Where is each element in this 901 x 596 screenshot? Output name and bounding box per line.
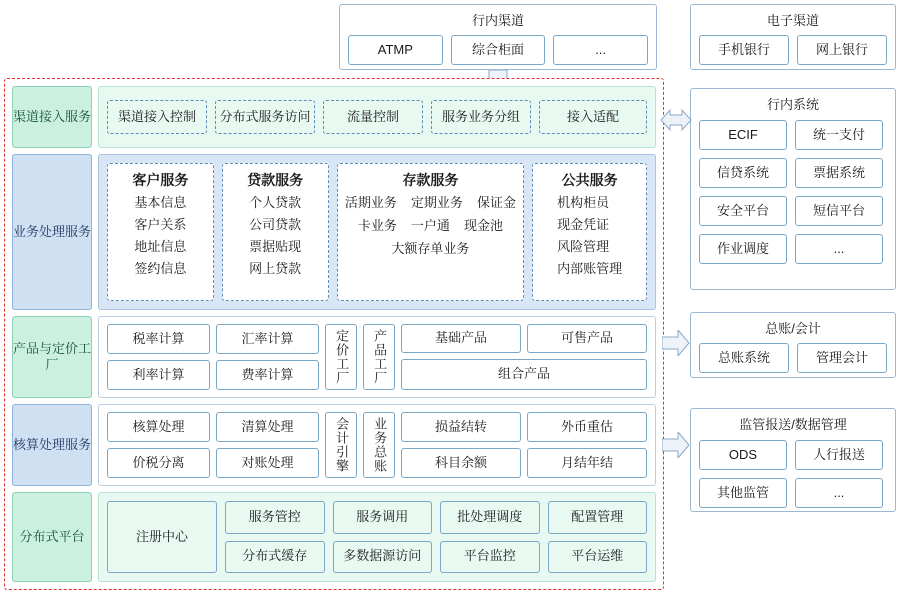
arrow-right-regulatory — [662, 432, 690, 458]
group-regulatory — [690, 408, 896, 512]
cell-month-year-end[interactable]: 月结年结 — [527, 448, 647, 478]
system-item-job-scheduler[interactable]: 作业调度 — [699, 234, 787, 264]
group-in-bank-system — [690, 88, 896, 290]
system-item-unified-payment[interactable]: 统一支付 — [795, 120, 883, 150]
service-card-public[interactable] — [532, 163, 647, 301]
group-e-channel — [690, 4, 896, 70]
row-band-accounting-processing — [98, 404, 656, 486]
regulatory-item-other[interactable]: 其他监管 — [699, 478, 787, 508]
cell-service-governance[interactable]: 服务管控 — [225, 501, 325, 534]
cell-distributed-service-access[interactable]: 分布式服务访问 — [215, 100, 315, 134]
system-item-more[interactable]: ... — [795, 234, 883, 264]
arrow-bidirectional-in-bank-system — [660, 108, 692, 132]
cell-fx-revaluation[interactable]: 外币重估 — [527, 412, 647, 442]
cell-account-balance[interactable]: 科目余额 — [401, 448, 521, 478]
channel-item-atmp[interactable]: ATMP — [348, 35, 443, 65]
cell-profit-loss-carryover[interactable]: 损益结转 — [401, 412, 521, 442]
cell-register-center[interactable]: 注册中心 — [107, 501, 217, 573]
system-item-bill[interactable]: 票据系统 — [795, 158, 883, 188]
regulatory-item-pboc-report[interactable]: 人行报送 — [795, 440, 883, 470]
cell-multi-datasource-access[interactable]: 多数据源访问 — [333, 541, 433, 574]
ledger-item-general-ledger[interactable]: 总账系统 — [699, 343, 789, 373]
group-title-ledger: 总账/会计 — [765, 321, 821, 336]
group-title-e-channel: 电子渠道 — [766, 13, 819, 28]
group-title-in-bank-system: 行内系统 — [766, 97, 819, 112]
system-item-credit[interactable]: 信贷系统 — [699, 158, 787, 188]
cell-exchange-rate-calc[interactable]: 汇率计算 — [216, 324, 319, 354]
service-card-customer[interactable] — [107, 163, 214, 301]
channel-item-mobile-bank[interactable]: 手机银行 — [699, 35, 789, 65]
cell-channel-access-control[interactable]: 渠道接入控制 — [107, 100, 207, 134]
cell-access-adaptation[interactable]: 接入适配 — [539, 100, 647, 134]
cell-batch-scheduling[interactable]: 批处理调度 — [440, 501, 540, 534]
service-title-customer: 客户服务 — [132, 172, 189, 188]
cell-sellable-product[interactable]: 可售产品 — [527, 324, 647, 353]
service-items-customer: 基本信息 客户关系 地址信息 签约信息 — [134, 195, 187, 276]
cell-combined-product[interactable]: 组合产品 — [401, 359, 647, 390]
e-channel-items — [691, 29, 895, 73]
service-title-public: 公共服务 — [561, 172, 618, 188]
system-item-security-platform[interactable]: 安全平台 — [699, 196, 787, 226]
ledger-items — [691, 337, 895, 381]
cell-product-factory[interactable]: 产品工厂 — [363, 324, 395, 390]
service-items-loan: 个人贷款 公司贷款 票据贴现 网上贷款 — [249, 195, 302, 276]
cell-pricing-factory[interactable]: 定价工厂 — [325, 324, 357, 390]
arrow-right-ledger — [662, 330, 690, 356]
row-label-distributed-platform: 分布式平台 — [12, 492, 92, 582]
row-band-business-processing — [98, 154, 656, 310]
group-in-bank-channel — [339, 4, 657, 70]
group-title-in-bank-channel: 行内渠道 — [471, 13, 524, 28]
channel-item-online-bank[interactable]: 网上银行 — [797, 35, 887, 65]
cell-platform-ops[interactable]: 平台运维 — [548, 541, 648, 574]
cell-service-invocation[interactable]: 服务调用 — [333, 501, 433, 534]
cell-interest-rate-calc[interactable]: 利率计算 — [107, 360, 210, 390]
cell-platform-monitor[interactable]: 平台监控 — [440, 541, 540, 574]
row-label-business-processing: 业务处理服务 — [12, 154, 92, 310]
cell-accounting-engine[interactable]: 会计引擎 — [325, 412, 357, 478]
cell-price-tax-separation[interactable]: 价税分离 — [107, 448, 210, 478]
cell-flow-control[interactable]: 流量控制 — [323, 100, 423, 134]
group-ledger — [690, 312, 896, 378]
cell-business-ledger[interactable]: 业务总账 — [363, 412, 395, 478]
row-label-channel-access: 渠道接入服务 — [12, 86, 92, 148]
row-band-product-pricing — [98, 316, 656, 398]
cell-distributed-cache[interactable]: 分布式缓存 — [225, 541, 325, 574]
service-card-loan[interactable] — [222, 163, 329, 301]
cell-service-business-group[interactable]: 服务业务分组 — [431, 100, 531, 134]
cell-tax-rate-calc[interactable]: 税率计算 — [107, 324, 210, 354]
group-title-regulatory: 监管报送/数据管理 — [739, 417, 847, 432]
service-title-deposit: 存款服务 — [402, 172, 459, 188]
in-bank-channel-items — [340, 29, 656, 73]
cell-settlement-process[interactable]: 清算处理 — [216, 412, 319, 442]
service-title-loan: 贷款服务 — [247, 172, 304, 188]
system-item-ecif[interactable]: ECIF — [699, 120, 787, 150]
cell-fee-rate-calc[interactable]: 费率计算 — [216, 360, 319, 390]
service-items-public: 机构柜员 现金凭证 风险管理 内部账管理 — [557, 195, 623, 276]
row-band-distributed-platform — [98, 492, 656, 582]
ledger-item-management-accounting[interactable]: 管理会计 — [797, 343, 887, 373]
row-label-accounting-processing: 核算处理服务 — [12, 404, 92, 486]
row-label-product-pricing: 产品与定价工厂 — [12, 316, 92, 398]
cell-basic-product[interactable]: 基础产品 — [401, 324, 521, 353]
cell-config-management[interactable]: 配置管理 — [548, 501, 648, 534]
service-items-deposit: 活期业务 定期业务 保证金 卡业务 一户通 现金池 大额存单业务 — [344, 195, 516, 256]
service-card-deposit[interactable] — [337, 163, 525, 301]
cell-accounting-process[interactable]: 核算处理 — [107, 412, 210, 442]
regulatory-item-ods[interactable]: ODS — [699, 440, 787, 470]
cell-reconciliation-process[interactable]: 对账处理 — [216, 448, 319, 478]
regulatory-item-more[interactable]: ... — [795, 478, 883, 508]
system-item-sms-platform[interactable]: 短信平台 — [795, 196, 883, 226]
channel-item-teller[interactable]: 综合柜面 — [451, 35, 546, 65]
row-band-channel-access — [98, 86, 656, 148]
channel-item-more[interactable]: ... — [553, 35, 648, 65]
